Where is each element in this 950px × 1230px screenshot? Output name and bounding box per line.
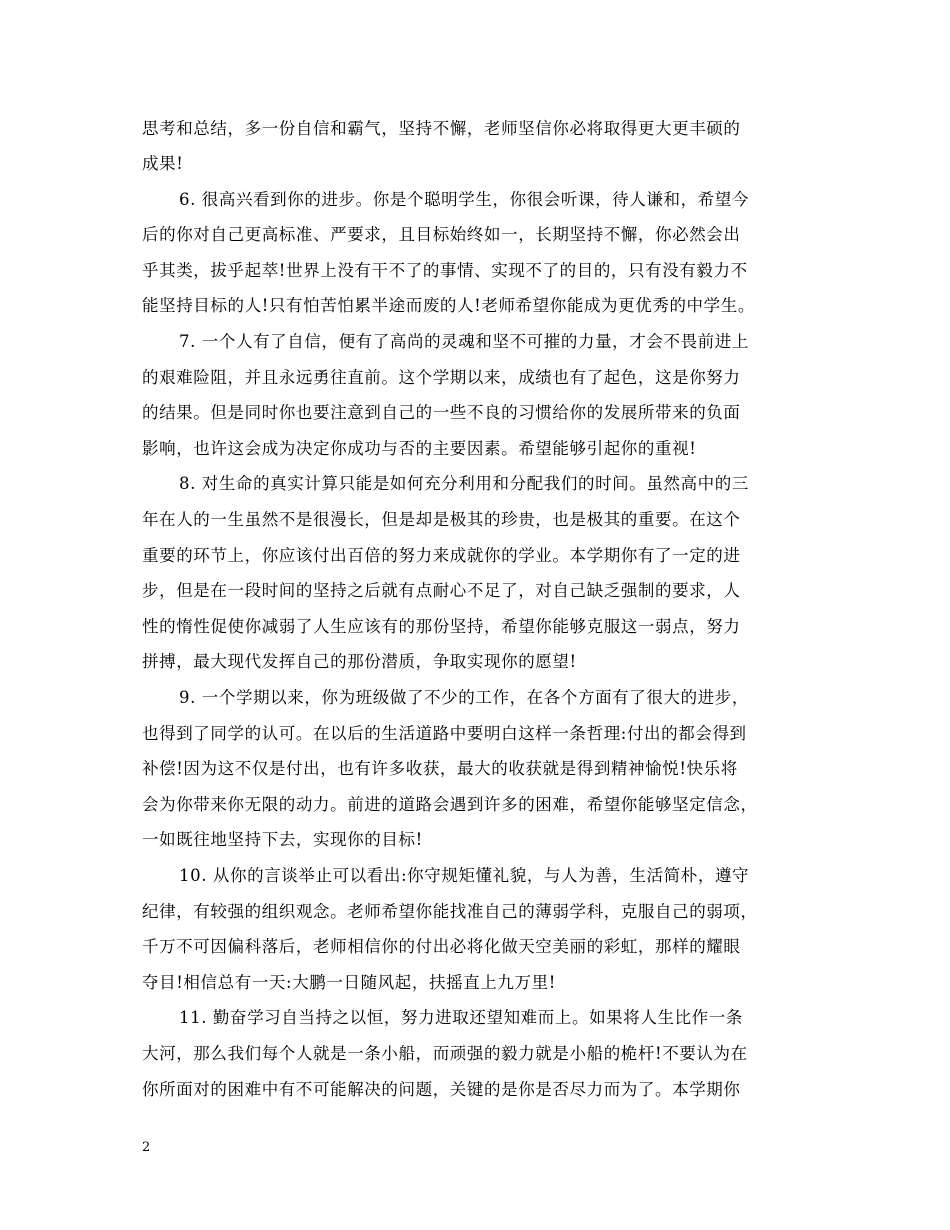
text-line: 的结果。但是同时你也要注意到自己的一些不良的习惯给你的发展所带来的负面: [142, 403, 741, 422]
text-line: 的艰难险阻，并且永远勇往直前。这个学期以来，成绩也有了起色，这是你努力: [142, 368, 741, 387]
text-line: 千万不可因偏科落后，老师相信你的付出必将化做天空美丽的彩虹，那样的耀眼: [142, 937, 741, 956]
text-line: 思考和总结，多一份自信和霸气，坚持不懈，老师坚信你必将取得更大更丰硕的: [142, 119, 741, 138]
text-line: 成果!: [142, 154, 184, 173]
paragraph-8-start: 8. 对生命的真实计算只能是如何充分利用和分配我们的时间。虽然高中的三: [179, 474, 749, 493]
text-line: 重要的环节上，你应该付出百倍的努力来成就你的学业。本学期你有了一定的进: [142, 546, 741, 565]
text-line: 拼搏，最大现代发挥自己的那份潜质，争取实现你的愿望!: [142, 652, 577, 671]
page-number: 2: [142, 1140, 151, 1155]
text-line: 一如既往地坚持下去，实现你的目标!: [142, 830, 423, 849]
text-line: 后的你对自己更高标准、严要求，且目标始终如一，长期坚持不懈，你必然会出: [142, 225, 741, 244]
paragraph-10-start: 10. 从你的言谈举止可以看出:你守规矩懂礼貌，与人为善，生活简朴，遵守: [179, 866, 750, 885]
text-line: 年在人的一生虽然不是很漫长，但是却是极其的珍贵，也是极其的重要。在这个: [142, 510, 741, 529]
paragraph-7-start: 7. 一个人有了自信，便有了高尚的灵魂和坚不可摧的力量，才会不畏前进上: [179, 332, 749, 351]
paragraph-6-start: 6. 很高兴看到你的进步。你是个聪明学生，你很会听课，待人谦和，希望今: [179, 190, 749, 209]
text-line: 也得到了同学的认可。在以后的生活道路中要明白这样一条哲理:付出的都会得到: [142, 724, 747, 743]
paragraph-9-start: 9. 一个学期以来，你为班级做了不少的工作，在各个方面有了很大的进步，: [179, 688, 749, 707]
text-line: 大河，那么我们每个人就是一条小船，而顽强的毅力就是小船的桅杆!不要认为在: [142, 1044, 748, 1063]
text-line: 性的惰性促使你减弱了人生应该有的那份坚持，希望你能够克服这一弱点，努力: [142, 617, 741, 636]
text-line: 会为你带来你无限的动力。前进的道路会遇到许多的困难，希望你能够坚定信念，: [142, 795, 758, 814]
text-line: 影响，也许这会成为决定你成功与否的主要因素。希望能够引起你的重视!: [142, 439, 697, 458]
paragraph-11-start: 11. 勤奋学习自当持之以恒，努力进取还望知难而上。如果将人生比作一条: [179, 1008, 743, 1027]
text-line: 乎其类，拔乎起萃!世界上没有干不了的事情、实现不了的目的，只有没有毅力不: [142, 261, 748, 280]
text-line: 纪律，有较强的组织观念。老师希望你能找准自己的薄弱学科，克服自己的弱项，: [142, 902, 758, 921]
text-line: 你所面对的困难中有不可能解决的问题，关键的是你是否尽力而为了。本学期你: [142, 1080, 741, 1099]
text-line: 步，但是在一段时间的坚持之后就有点耐心不足了，对自己缺乏强制的要求，人: [142, 581, 741, 600]
text-line: 补偿!因为这不仅是付出，也有许多收获，最大的收获就是得到精神愉悦!快乐将: [142, 759, 738, 778]
text-line: 夺目!相信总有一天:大鹏一日随风起，扶摇直上九万里!: [142, 973, 556, 992]
text-line: 能坚持目标的人!只有怕苦怕累半途而废的人!老师希望你能成为更优秀的中学生。: [142, 296, 755, 315]
